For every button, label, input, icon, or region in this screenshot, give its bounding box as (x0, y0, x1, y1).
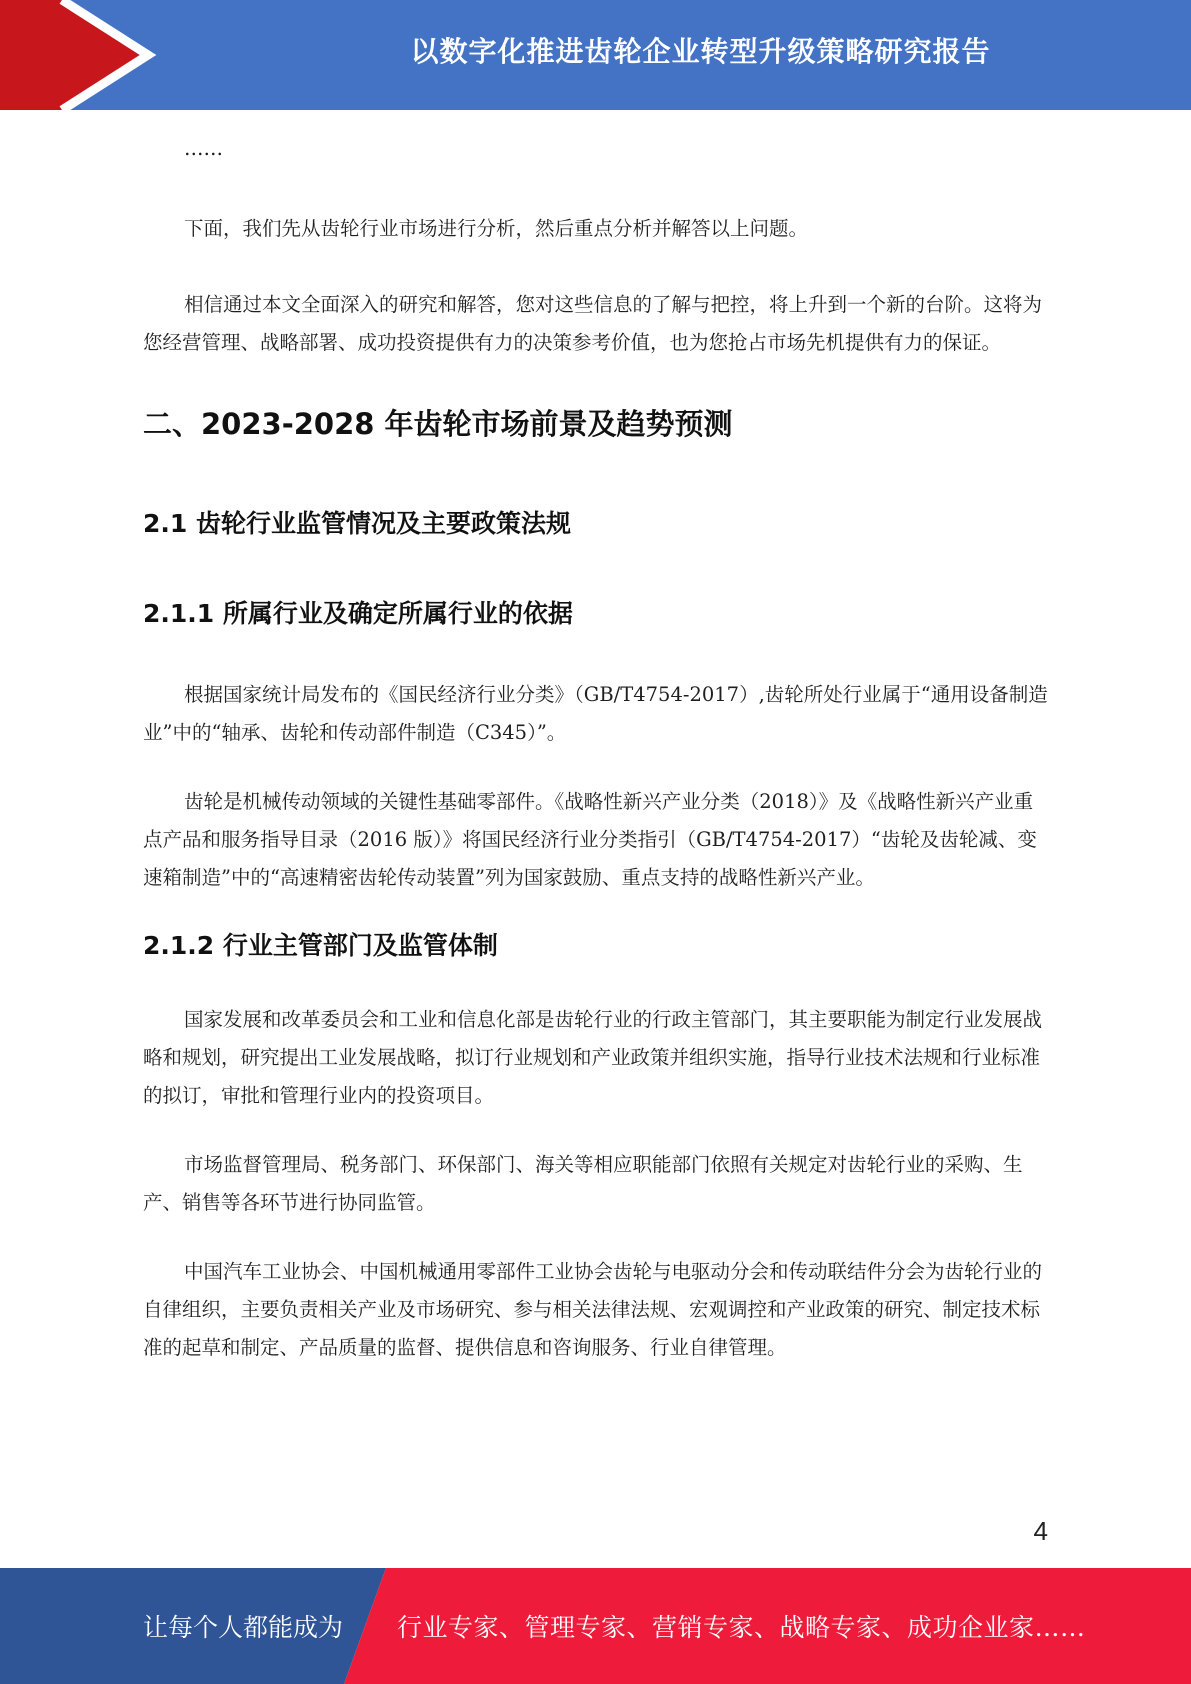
paragraph-strategic-industry: 齿轮是机械传动领域的关键性基础零部件。《战略性新兴产业分类（2018）》及《战略性新兴产业重点产品和服务指导目录（2016 版）》将国民经济行业分类指引（GB/T4754-2017）“齿轮及齿轮减、变速箱制造”中的“高速精密齿轮传动装置”列为国家鼓励、重点支持的战略性新兴产业。 (143, 790, 1037, 889)
report-header (0, 0, 1191, 110)
paragraph-associations: 中国汽车工业协会、中国机械通用零部件工业协会齿轮与电驱动分会和传动联结件分会为齿轮行业的自律组织，主要负责相关产业及市场研究、参与相关法律法规、宏观调控和产业政策的研究、制定技术标准的起草和制定、产品质量的监督、提供信息和咨询服务、行业自律管理。 (143, 1260, 1043, 1359)
footer-slogan-left: 让每个人都能成为 (143, 1613, 344, 1642)
header-arrow-icon (0, 0, 160, 110)
subsection-heading-2-1-2: 2.1.2 行业主管部门及监管体制 (143, 931, 498, 960)
header-title: 以数字化推进齿轮企业转型升级策略研究报告 (410, 35, 991, 68)
subsection-heading-2-1-1: 2.1.1 所属行业及确定所属行业的依据 (143, 599, 573, 628)
paragraph-supervision: 市场监督管理局、税务部门、环保部门、海关等相应职能部门依照有关规定对齿轮行业的采购、生产、销售等各环节进行协同监管。 (143, 1153, 1023, 1214)
ellipsis-line: …… (184, 137, 223, 160)
paragraph-intro: 下面，我们先从齿轮行业市场进行分析，然后重点分析并解答以上问题。 (184, 217, 809, 240)
paragraph-classification: 根据国家统计局发布的《国民经济行业分类》（GB/T4754-2017）,齿轮所处行业属于“通用设备制造业”中的“轴承、齿轮和传动部件制造（C345）”。 (143, 683, 1048, 744)
section-heading: 二、2023-2028 年齿轮市场前景及趋势预测 (143, 407, 733, 441)
report-footer (0, 1568, 1191, 1684)
document-body (143, 130, 1048, 1367)
page-number: 4 (1033, 1516, 1048, 1546)
paragraph-authorities: 国家发展和改革委员会和工业和信息化部是齿轮行业的行政主管部门，其主要职能为制定行业发展战略和规划，研究提出工业发展战略，拟订行业规划和产业政策并组织实施，指导行业技术法规和行业标准的拟订，审批和管理行业内的投资项目。 (143, 1008, 1043, 1107)
paragraph-belief: 相信通过本文全面深入的研究和解答，您对这些信息的了解与把控，将上升到一个新的台阶。这将为您经营管理、战略部署、成功投资提供有力的决策参考价值，也为您抢占市场先机提供有力的保证。 (143, 293, 1043, 354)
footer-slogan-right: 行业专家、管理专家、营销专家、战略专家、成功企业家…… (397, 1613, 1086, 1642)
subsection-heading-2-1: 2.1 齿轮行业监管情况及主要政策法规 (143, 509, 571, 538)
